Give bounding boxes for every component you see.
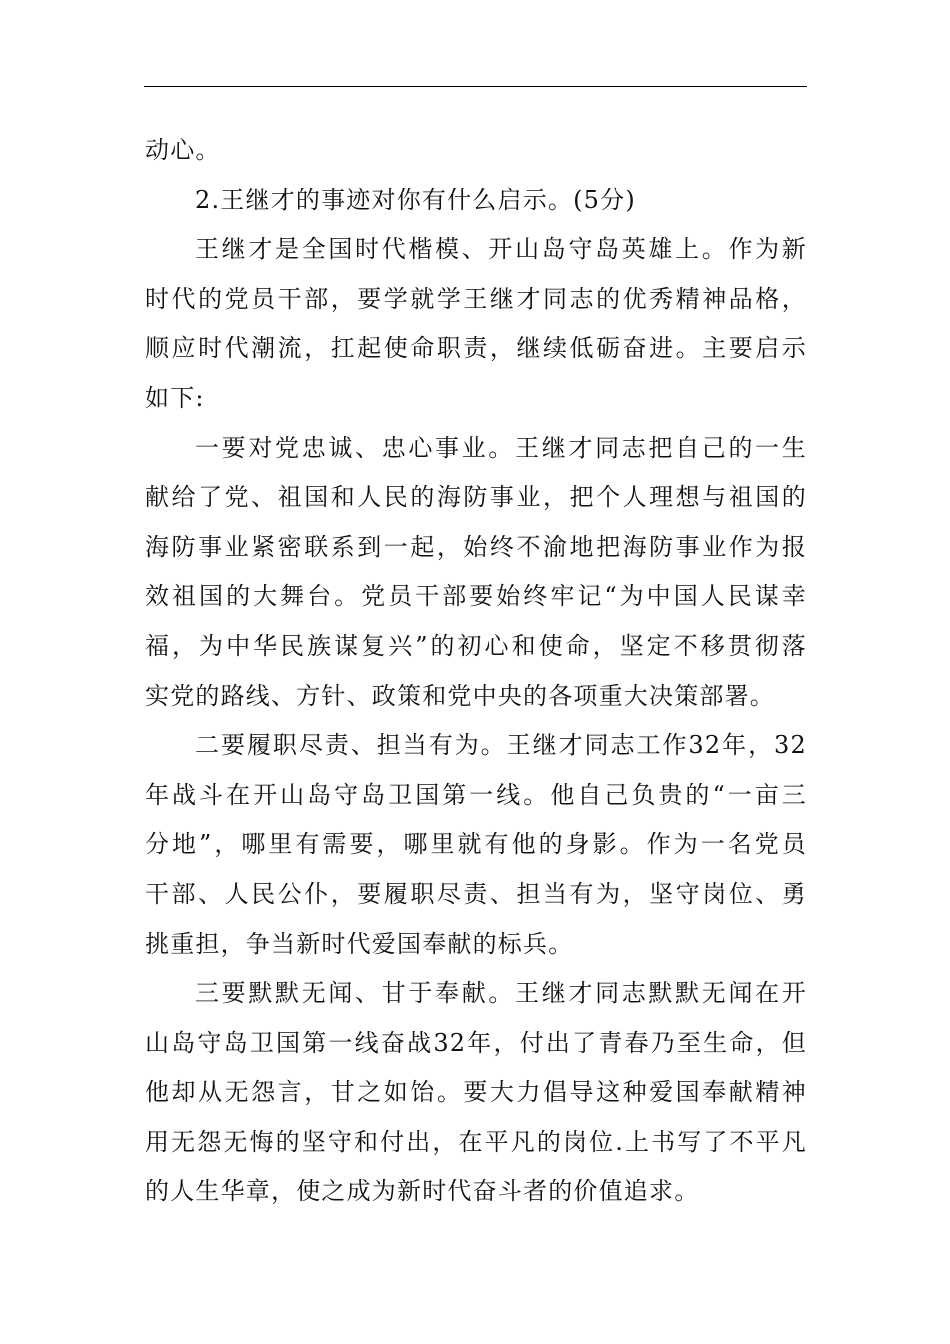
header-rule — [144, 86, 807, 87]
text-line: 三要默默无闻、甘于奉献。王继才同志默默无闻在开 — [195, 979, 807, 1008]
text-line: 福，为中华民族谋复兴”的初心和使命，坚定不移贯彻落 — [145, 631, 807, 660]
text-line: 他却从无怨言，甘之如饴。要大力倡导这种爱国奉献精神 — [145, 1078, 807, 1107]
text-line: 效祖国的大舞台。党员干部要始终牢记“为中国人民谋幸 — [145, 582, 807, 611]
text-line: 年战斗在开山岛守岛卫国第一线。他自己负贵的“一亩三 — [145, 780, 807, 809]
text-line: 的人生华章，使之成为新时代奋斗者的价值追求。 — [145, 1177, 700, 1206]
text-line: 一要对党忠诚、忠心事业。王继才同志把自己的一生 — [195, 433, 807, 462]
text-line: 动心。 — [145, 136, 221, 164]
question-heading: 2.王继才的事迹对你有什么启示。(5分) — [195, 185, 636, 214]
text-line: 如下: — [145, 383, 205, 412]
document-body — [145, 126, 807, 1217]
text-line: 用无怨无悔的坚守和付出，在平凡的岗位.上书写了不平凡 — [145, 1127, 807, 1156]
text-line: 海防事业紧密联系到一起，始终不渝地把海防事业作为报 — [145, 532, 807, 561]
text-line: 二要履职尽责、担当有为。王继才同志工作32年，32 — [195, 731, 807, 760]
text-line: 顺应时代潮流，扛起使命职责，继续低砺奋进。主要启示 — [145, 334, 807, 363]
text-line: 干部、人民公仆，要履职尽责、担当有为，坚守岗位、勇 — [145, 879, 807, 908]
text-line: 实党的路线、方针、政策和党中央的各项重大决策部署。 — [145, 681, 775, 710]
text-line: 王继才是全国时代楷模、开山岛守岛英雄上。作为新 — [195, 235, 807, 264]
text-line: 分地”，哪里有需要，哪里就有他的身影。作为一名党员 — [145, 830, 807, 859]
text-line: 挑重担，争当新时代爱国奉献的标兵。 — [145, 929, 574, 958]
text-line: 献给了党、祖国和人民的海防事业，把个人理想与祖国的 — [145, 483, 807, 512]
text-line: 时代的党员干部，要学就学王继才同志的优秀精神品格， — [145, 284, 807, 313]
text-line: 山岛守岛卫国第一线奋战32年，付出了青春乃至生命，但 — [145, 1028, 807, 1057]
